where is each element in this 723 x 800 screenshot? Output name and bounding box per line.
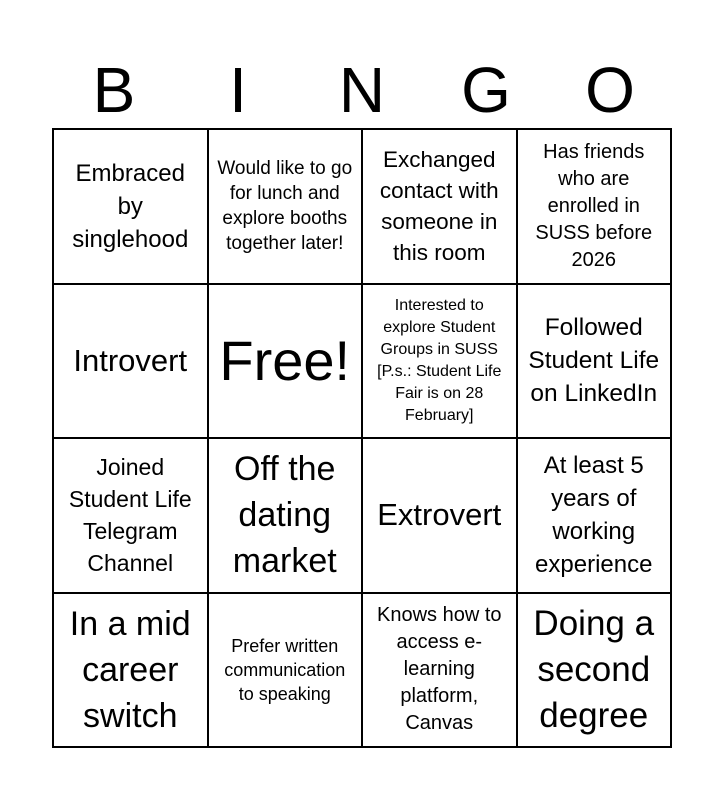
bingo-cell[interactable] bbox=[208, 438, 363, 593]
bingo-cell[interactable] bbox=[517, 438, 672, 593]
bingo-cell[interactable] bbox=[362, 438, 517, 593]
bingo-cell-free[interactable] bbox=[208, 284, 363, 439]
bingo-cell[interactable] bbox=[208, 129, 363, 284]
cell-text: Introvert bbox=[73, 342, 188, 378]
cell-text: Interested to explore Student Groups in SUSS [P.s.: Student Life Fair is on 28 February] bbox=[377, 296, 502, 424]
bingo-cell[interactable] bbox=[362, 284, 517, 439]
header-letter-g: G bbox=[461, 54, 511, 126]
bingo-cell[interactable] bbox=[208, 593, 363, 748]
bingo-cell[interactable] bbox=[53, 284, 208, 439]
bingo-cell[interactable] bbox=[53, 129, 208, 284]
cell-text: Knows how to access e-learning platform, Canvas bbox=[376, 604, 502, 735]
bingo-board bbox=[52, 128, 672, 748]
bingo-cell[interactable] bbox=[362, 129, 517, 284]
cell-text: Prefer written communication to speaking bbox=[224, 635, 346, 704]
bingo-cell[interactable] bbox=[517, 284, 672, 439]
cell-text: Embraced by singlehood bbox=[72, 159, 189, 253]
header-letter-o: O bbox=[585, 54, 635, 126]
header-letter-b: B bbox=[92, 54, 136, 126]
bingo-cell[interactable] bbox=[53, 593, 208, 748]
bingo-cell[interactable] bbox=[53, 438, 208, 593]
bingo-cell[interactable] bbox=[362, 593, 517, 748]
cell-text: Doing a second degree bbox=[533, 603, 655, 735]
cell-text: At least 5 years of working experience bbox=[535, 452, 653, 579]
cell-text: Would like to go for lunch and explore booths together later! bbox=[217, 158, 353, 255]
cell-text: Has friends who are enrolled in SUSS before 2026 bbox=[535, 140, 653, 271]
cell-text: Free! bbox=[219, 328, 351, 392]
bingo-header bbox=[52, 52, 672, 128]
cell-text: In a mid career switch bbox=[69, 604, 191, 735]
cell-text: Exchanged contact with someone in this room bbox=[379, 147, 499, 266]
cell-text: Joined Student Life Telegram Channel bbox=[68, 454, 192, 577]
bingo-cell[interactable] bbox=[517, 593, 672, 748]
bingo-cell[interactable] bbox=[517, 129, 672, 284]
cell-text: Followed Student Life on LinkedIn bbox=[528, 314, 660, 408]
header-letter-n: N bbox=[338, 54, 386, 126]
cell-text: Extrovert bbox=[377, 497, 502, 533]
header-letter-i: I bbox=[229, 54, 247, 126]
cell-text: Off the dating market bbox=[232, 450, 337, 581]
